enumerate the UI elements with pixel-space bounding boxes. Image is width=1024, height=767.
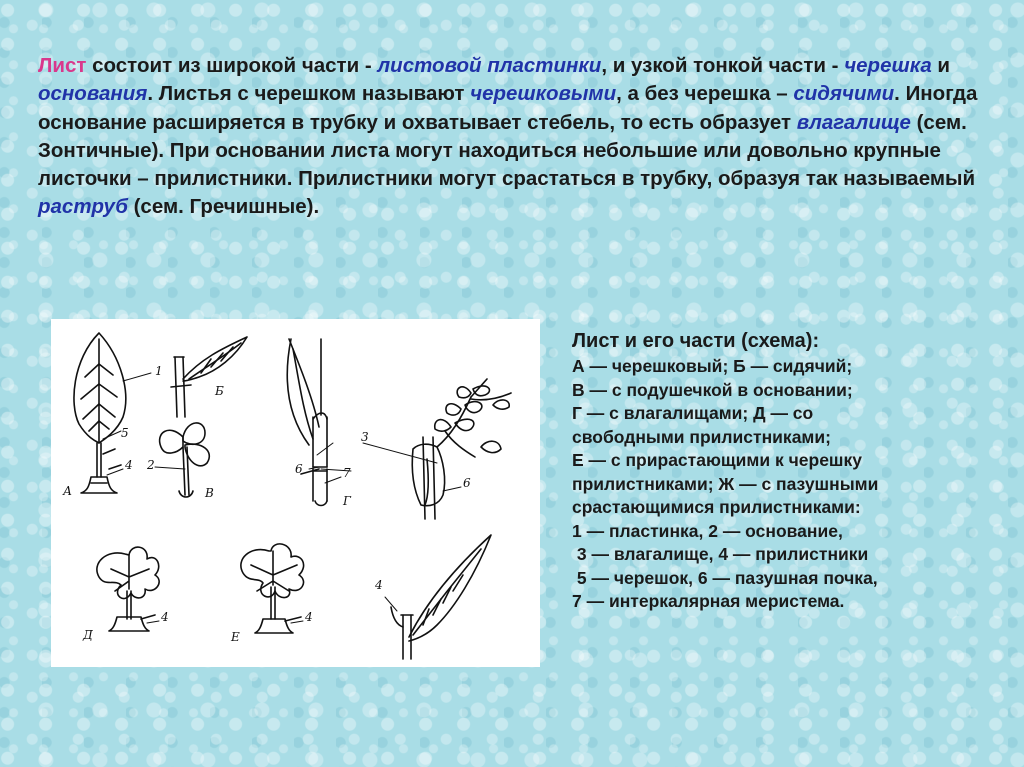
term-petiole: черешка bbox=[844, 54, 932, 77]
leaf-b-drawing bbox=[171, 337, 247, 417]
term-sessile: сидячими bbox=[793, 82, 895, 106]
intro-text: состоит из широкой части - bbox=[86, 54, 378, 77]
label-4-e: 4 bbox=[305, 610, 313, 624]
figure-labels bbox=[62, 364, 471, 644]
intro-paragraph bbox=[38, 52, 988, 222]
intro-text: , и узкой тонкой части - bbox=[601, 54, 845, 77]
label-4-d: 4 bbox=[161, 610, 169, 624]
term-leaf-blade: листовой пластинки bbox=[377, 54, 602, 77]
leaf-v-drawing bbox=[160, 423, 210, 497]
leader-lines bbox=[103, 373, 461, 623]
caption-line: 5 — черешок, 6 — пазушная почка, bbox=[572, 567, 878, 588]
caption-line: прилистниками; Ж — с пазушными bbox=[572, 473, 879, 494]
caption-line: 1 — пластинка, 2 — основание, bbox=[572, 520, 843, 541]
caption-lines bbox=[572, 355, 992, 614]
caption-line: Г — с влагалищами; Д — со bbox=[572, 403, 814, 423]
label-a: А bbox=[63, 484, 73, 498]
caption-line: В — с подушечкой в основании; bbox=[572, 379, 853, 400]
figure-caption bbox=[572, 327, 992, 614]
label-7: 7 bbox=[343, 466, 351, 480]
caption-line: Е — с прирастающими к черешку bbox=[572, 450, 863, 470]
label-4-zh: 4 bbox=[375, 578, 383, 592]
leaf-lower-right-drawing bbox=[391, 535, 491, 659]
caption-line: свободными прилистниками; bbox=[572, 426, 831, 447]
caption-line: 7 — интеркалярная меристема. bbox=[572, 591, 845, 611]
intro-text: и bbox=[931, 54, 951, 77]
label-g: Г bbox=[343, 494, 351, 508]
label-2: 2 bbox=[147, 458, 155, 472]
caption-line: А — черешковый; Б — сидячий; bbox=[572, 356, 853, 376]
label-5: 5 bbox=[121, 426, 129, 440]
caption-title: Лист и его части (схема): bbox=[572, 330, 820, 352]
term-petiolate: черешковыми bbox=[470, 82, 617, 106]
label-b: Б bbox=[215, 384, 224, 398]
leaf-a-drawing bbox=[74, 333, 126, 493]
leaf-e-drawing bbox=[241, 544, 304, 633]
label-e: Е bbox=[231, 630, 240, 644]
term-base: основания bbox=[38, 82, 148, 106]
term-ochrea: раструб bbox=[38, 195, 128, 219]
term-sheath: влагалище bbox=[796, 110, 911, 134]
label-6: 6 bbox=[295, 462, 303, 476]
term-leaf: Лист bbox=[38, 54, 87, 77]
label-1: 1 bbox=[155, 364, 163, 378]
intro-text: . Листья с черешком называют bbox=[147, 82, 471, 106]
label-4: 4 bbox=[125, 458, 133, 472]
intro-text: . Иногда основание расширяется в трубку и охватывает стебель, то есть образует bbox=[38, 82, 978, 134]
intro-text: (сем. Зонтичные). При основании листа могут находиться небольшие или довольно крупные листочки – прилистники. Прилистники могут срастаться в трубку, образуя так называемый bbox=[38, 110, 976, 191]
label-3: 3 bbox=[361, 430, 369, 444]
intro-text: , а без черешка – bbox=[616, 82, 794, 106]
leaf-d-drawing bbox=[97, 547, 159, 631]
caption-line: срастающимися прилистниками: bbox=[572, 497, 861, 517]
leaf-parts-illustration bbox=[51, 319, 540, 667]
label-6-zh: 6 bbox=[463, 476, 471, 490]
label-d: Д bbox=[83, 628, 93, 642]
label-v: В bbox=[205, 486, 214, 500]
leaf-parts-figure bbox=[51, 319, 540, 667]
leaf-g-drawing bbox=[287, 339, 327, 506]
intro-text: (сем. Гречишные). bbox=[127, 195, 320, 219]
caption-line: 3 — влагалище, 4 — прилистники bbox=[572, 544, 869, 564]
leaf-zh-drawing bbox=[412, 379, 511, 519]
